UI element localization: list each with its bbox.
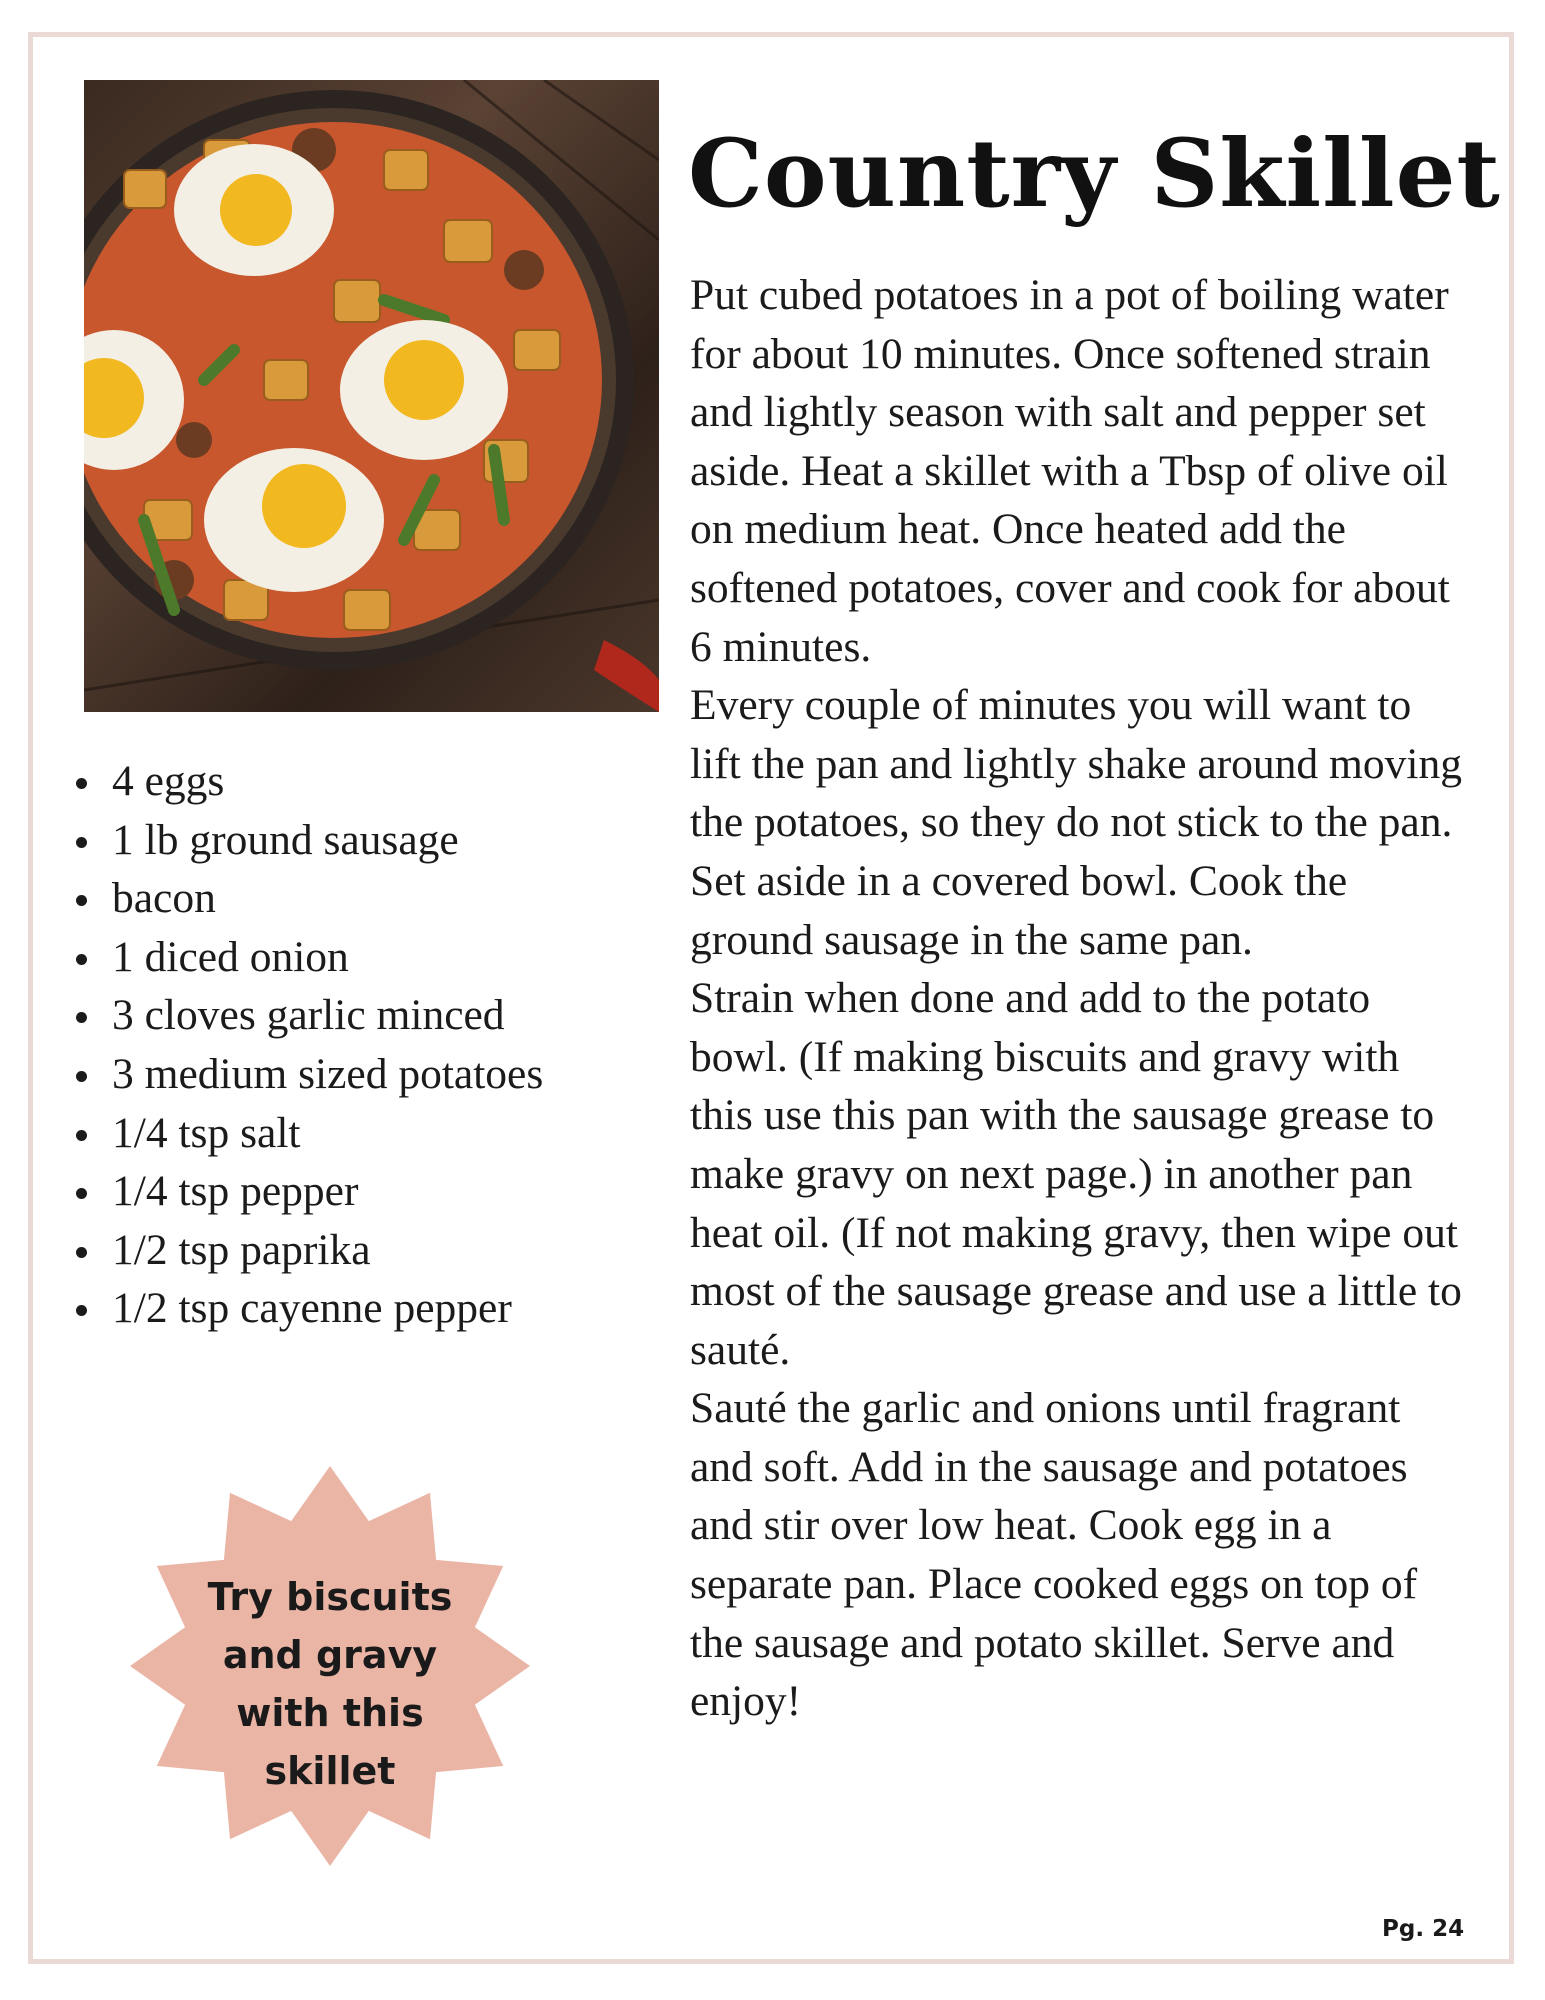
ingredients-list [74, 752, 543, 1338]
ingredient-item: 3 medium sized potatoes [74, 1045, 543, 1104]
instruction-paragraph: Sauté the garlic and onions until fragrant and soft. Add in the sausage and potatoes and stir over low heat. Cook egg in a separate pan. Place cooked eggs on top of the sausage and potato skillet. Serve and enjoy! [690, 1384, 1418, 1726]
instruction-paragraph: Every couple of minutes you will want to lift the pan and lightly shake around moving the potatoes, so they do not stick to the pan. Set aside in a covered bowl. Cook the ground sausage in the same pan. [690, 681, 1462, 964]
ingredient-item: 1/4 tsp salt [74, 1104, 543, 1163]
skillet-photo [84, 80, 659, 712]
ingredient-item: 3 cloves garlic minced [74, 986, 543, 1045]
ingredient-item: 1/2 tsp cayenne pepper [74, 1279, 543, 1338]
skillet-photo-illustration [84, 80, 659, 712]
ingredient-item: 1/2 tsp paprika [74, 1221, 543, 1280]
page-number: Pg. 24 [1382, 1916, 1465, 1942]
instruction-paragraph: Put cubed potatoes in a pot of boiling water for about 10 minutes. Once softened strain and lightly season with salt and pepper set aside. Heat a skillet with a Tbsp of olive oil on medium heat. Once heated add the softened potatoes, cover and cook for about 6 minutes. [690, 271, 1450, 671]
callout-line: with this [236, 1691, 424, 1735]
ingredient-item: 1 diced onion [74, 928, 543, 987]
ingredient-item: bacon [74, 869, 543, 928]
callout-line: skillet [264, 1749, 396, 1793]
callout-line: and gravy [222, 1633, 438, 1677]
callout-text [128, 1568, 532, 1800]
recipe-title: Country Skillet [688, 119, 1501, 229]
instructions [690, 266, 1470, 1731]
callout-starburst [128, 1462, 532, 1870]
ingredient-item: 1/4 tsp pepper [74, 1162, 543, 1221]
instruction-paragraph: Strain when done and add to the potato bowl. (If making biscuits and gravy with this use this pan with the sausage grease to make gravy on next page.) in another pan heat oil. (If not making gravy, then wipe out most of the sausage grease and use a little to sauté. [690, 974, 1462, 1374]
ingredient-item: 4 eggs [74, 752, 543, 811]
ingredient-item: 1 lb ground sausage [74, 811, 543, 870]
callout-line: Try biscuits [207, 1575, 453, 1619]
